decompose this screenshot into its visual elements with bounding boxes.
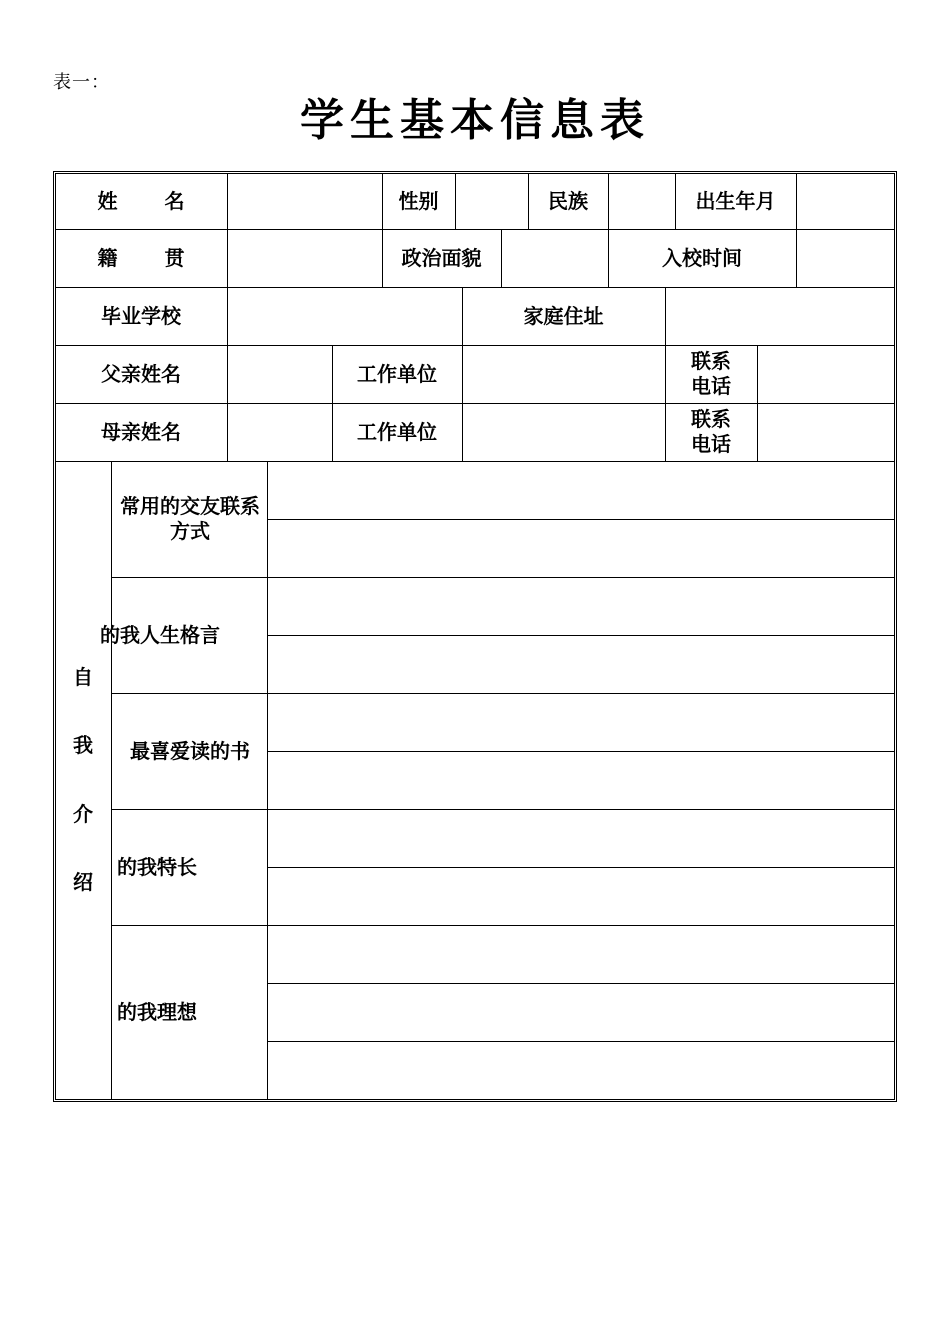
gender-field[interactable] (456, 174, 527, 228)
contact-method-label: 常用的交友联系方式 (120, 494, 260, 543)
grad-school-field[interactable] (228, 288, 461, 344)
specialty-line-1[interactable] (268, 810, 894, 867)
ethnicity-field[interactable] (609, 174, 674, 228)
ideal-line-3[interactable] (268, 1042, 894, 1099)
father-name-label: 父亲姓名 (101, 361, 181, 386)
address-field[interactable] (666, 288, 894, 344)
contact-method-line-1[interactable] (268, 462, 894, 519)
mother-name-field[interactable] (228, 404, 331, 460)
father-name-field[interactable] (228, 346, 331, 402)
grad-school-label: 毕业学校 (101, 303, 181, 328)
table-caption: 表一： (53, 72, 110, 93)
father-phone-field[interactable] (758, 346, 894, 402)
favorite-book-line-2[interactable] (268, 752, 894, 809)
father-work-unit-field[interactable] (463, 346, 664, 402)
mother-name-label: 母亲姓名 (101, 419, 181, 444)
enroll-label: 入校时间 (662, 245, 742, 270)
motto-line-2[interactable] (268, 636, 894, 693)
specialty-line-2[interactable] (268, 868, 894, 925)
favorite-book-label: 最喜爱读的书 (130, 738, 250, 763)
ideal-label: 的我理想 (117, 1000, 197, 1024)
page-title: 学生基本信息表 (300, 95, 650, 146)
address-label: 家庭住址 (523, 303, 604, 328)
native-place-field[interactable] (228, 230, 381, 286)
name-field[interactable] (228, 174, 381, 228)
mother-work-unit-field[interactable] (463, 404, 664, 460)
motto-label: 的我人生格言 (100, 622, 220, 647)
mother-work-unit-label: 工作单位 (357, 419, 437, 444)
favorite-book-line-1[interactable] (268, 694, 894, 751)
gender-label: 性别 (398, 188, 439, 213)
self-intro-section-label: 自 我 介 绍 (73, 665, 93, 894)
mother-phone-field[interactable] (758, 404, 894, 460)
native-place-label: 籍 贯 (97, 245, 185, 270)
mother-phone-label: 联系 电话 (691, 407, 731, 456)
ideal-line-1[interactable] (268, 926, 894, 983)
father-phone-label: 联系 电话 (691, 349, 731, 398)
ideal-line-2[interactable] (268, 984, 894, 1041)
father-work-unit-label: 工作单位 (357, 361, 437, 386)
political-field[interactable] (502, 230, 607, 286)
specialty-label: 的我特长 (117, 854, 197, 879)
name-label: 姓 名 (97, 188, 185, 213)
political-label: 政治面貌 (401, 245, 482, 270)
birth-field[interactable] (797, 174, 894, 228)
ethnicity-label: 民族 (548, 188, 588, 213)
birth-label: 出生年月 (695, 188, 776, 213)
motto-line-1[interactable] (268, 578, 894, 635)
contact-method-line-2[interactable] (268, 520, 894, 577)
enroll-field[interactable] (797, 230, 894, 286)
